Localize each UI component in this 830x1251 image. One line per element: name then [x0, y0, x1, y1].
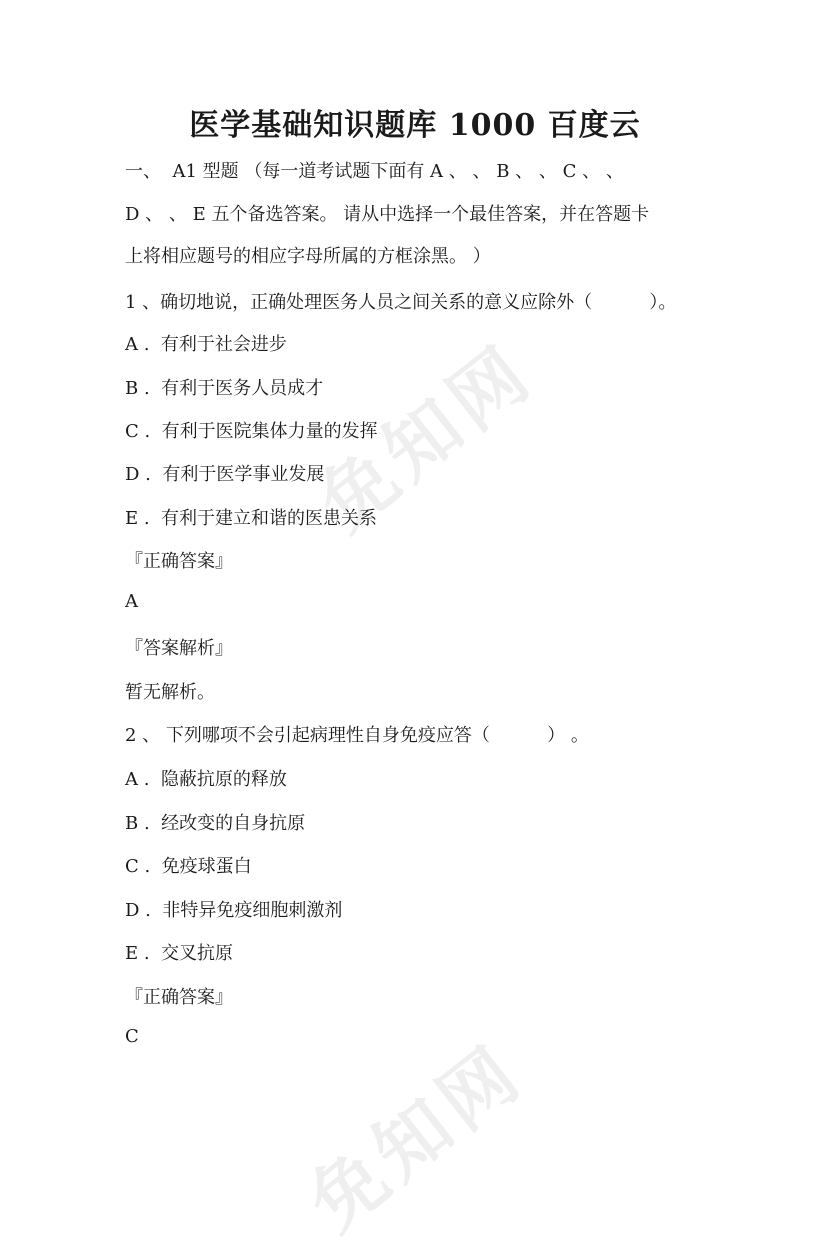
- question-2-option-d: D . 非特异免疫细胞刺激剂: [125, 900, 343, 921]
- question-1-option-e: E . 有利于建立和谐的医患关系: [125, 508, 378, 529]
- watermark: 免知网: [293, 1028, 541, 1248]
- watermark: 免知网: [303, 328, 551, 548]
- question-2-option-a: A . 隐蔽抗原的释放: [125, 769, 287, 790]
- question-1-analysis-label: 『答案解析』: [125, 638, 233, 659]
- question-2-option-c: C . 免疫球蛋白: [125, 856, 252, 877]
- page-title: 医学基础知识题库 1000 百度云: [189, 108, 641, 143]
- question-2-option-b: B . 经改变的自身抗原: [125, 813, 306, 834]
- question-1-option-b: B . 有利于医务人员成才: [125, 378, 324, 399]
- question-1-option-a: A . 有利于社会进步: [125, 334, 287, 355]
- question-1-answer-label: 『正确答案』: [125, 551, 233, 572]
- question-1-option-d: D . 有利于医学事业发展: [125, 464, 325, 485]
- question-2-stem: 2 、 下列哪项不会引起病理性自身免疫应答（ ） 。: [125, 725, 589, 746]
- question-1-stem: 1 、确切地说，正确处理医务人员之间关系的意义应除外（ ）。: [125, 292, 677, 313]
- intro-line: 上将相应题号的相应字母所属的方框涂黑。 ）: [125, 246, 491, 267]
- intro-line: 一、 A1 型题 （每一道考试题下面有 A 、 、 B 、 、 C 、 、: [125, 161, 624, 182]
- intro-line: D 、 、 E 五个备选答案。 请从中选择一个最佳答案，并在答题卡: [125, 204, 650, 225]
- question-1-answer: A: [125, 591, 138, 612]
- question-2-option-e: E . 交叉抗原: [125, 943, 234, 964]
- question-1-option-c: C . 有利于医院集体力量的发挥: [125, 421, 378, 442]
- question-1-analysis: 暂无解析。: [125, 682, 215, 703]
- question-2-answer-label: 『正确答案』: [125, 987, 233, 1008]
- question-2-answer: C: [125, 1026, 139, 1047]
